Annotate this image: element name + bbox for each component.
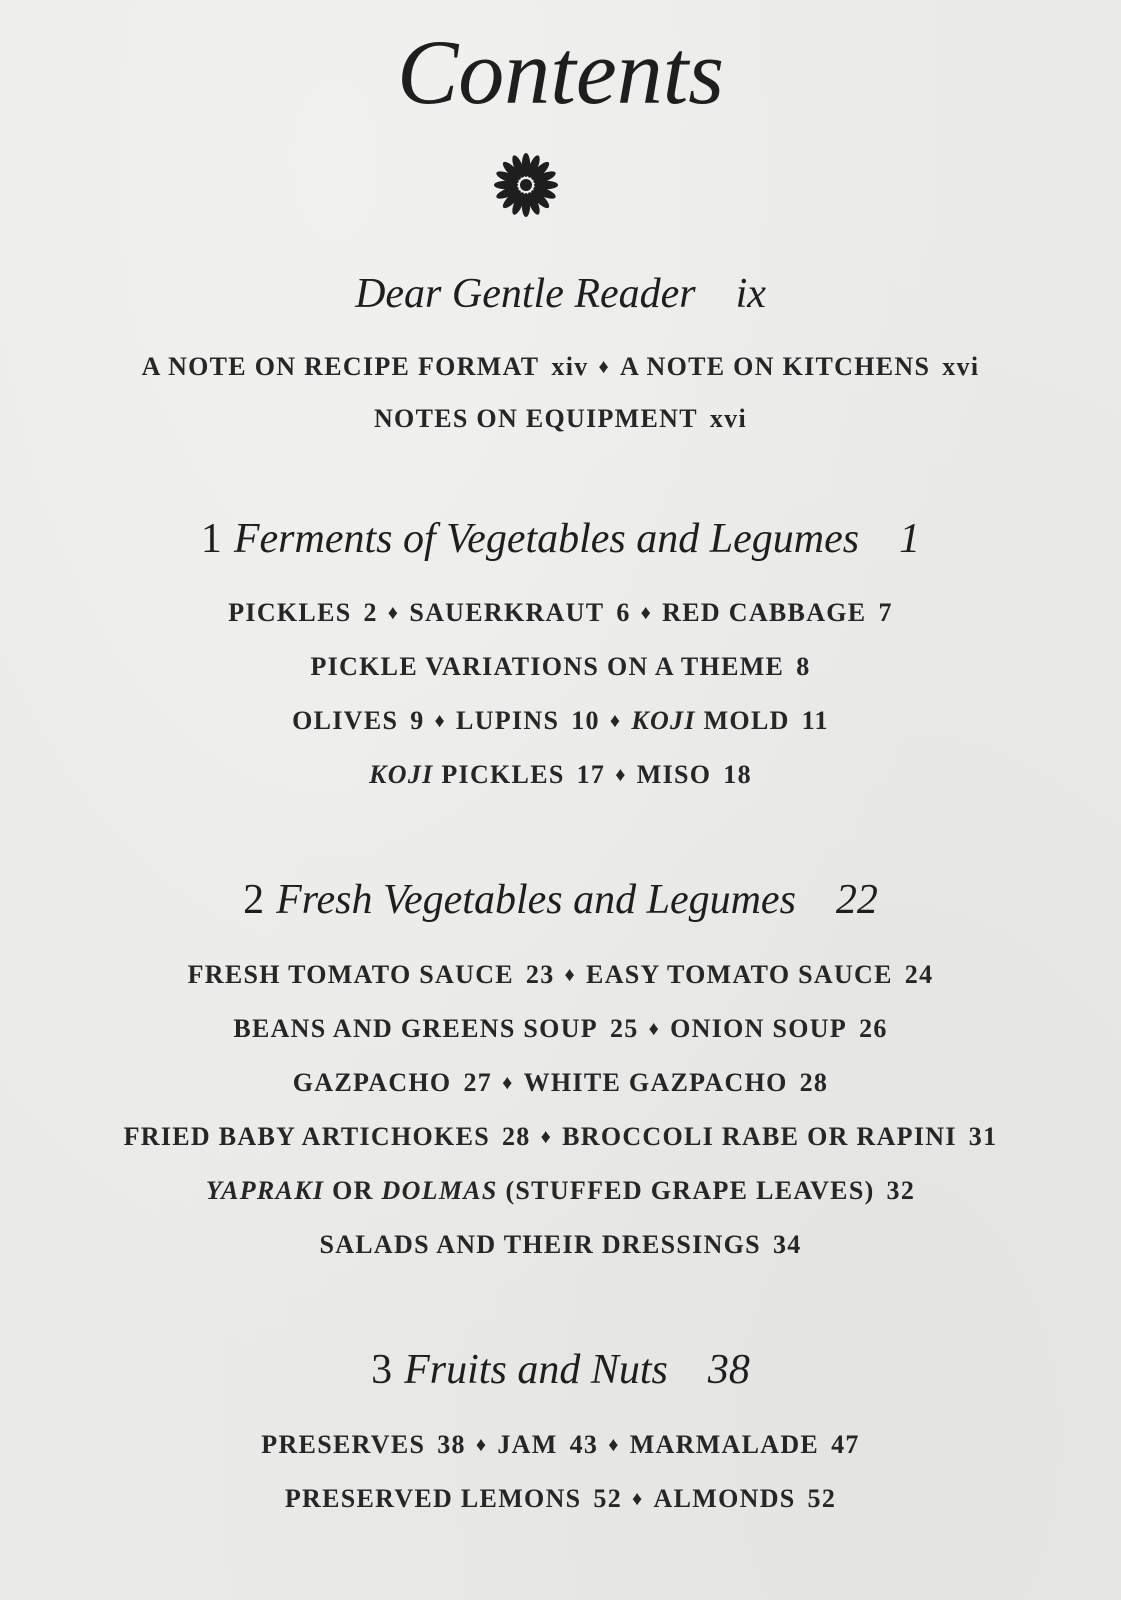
- toc-entry[interactable]: [409, 598, 630, 627]
- toc-entry[interactable]: [620, 352, 979, 381]
- chapter-3-heading[interactable]: [0, 1344, 1121, 1396]
- toc-entry-page: 17: [576, 760, 606, 789]
- toc-entry-label: ONION SOUP: [670, 1014, 848, 1043]
- toc-entry-page: 6: [616, 598, 631, 627]
- toc-entry-label: WHITE GAZPACHO: [523, 1068, 788, 1097]
- toc-entry-page: 8: [796, 652, 811, 681]
- chapter-name: Fresh Vegetables and Legumes: [276, 877, 796, 923]
- toc-entry-label: LUPINS: [456, 706, 560, 735]
- toc-entry[interactable]: [310, 652, 810, 681]
- diamond-separator-icon: ♦: [609, 710, 622, 732]
- toc-entry-label: OR: [332, 1176, 374, 1205]
- toc-entry[interactable]: [524, 1068, 829, 1097]
- chapter-3-line-2: [0, 1482, 1121, 1516]
- toc-entry[interactable]: [654, 1484, 837, 1513]
- intro-line-1: [0, 350, 1121, 384]
- toc-entry-page: 2: [363, 598, 378, 627]
- diamond-separator-icon: ♦: [540, 1126, 553, 1148]
- toc-entry-label: EASY TOMATO SAUCE: [586, 960, 893, 989]
- toc-entry[interactable]: [662, 598, 893, 627]
- toc-entry[interactable]: [285, 1484, 622, 1513]
- toc-entry[interactable]: [188, 960, 555, 989]
- toc-entry-page: 23: [525, 960, 555, 989]
- intro-line-2: [0, 402, 1121, 436]
- toc-entry[interactable]: [292, 706, 424, 735]
- toc-entry-page: 18: [723, 760, 752, 789]
- chapter-number: 1: [200, 516, 222, 562]
- toc-entry[interactable]: [124, 1122, 531, 1151]
- chapter-number: 3: [371, 1347, 393, 1393]
- toc-entry-page: 28: [501, 1122, 531, 1151]
- toc-entry[interactable]: [670, 1014, 888, 1043]
- toc-entry-label: PICKLES: [228, 598, 352, 627]
- diamond-separator-icon: ♦: [475, 1434, 488, 1456]
- toc-entry[interactable]: [456, 706, 600, 735]
- chapter-2-line-5: [0, 1174, 1121, 1208]
- toc-entry-label: MOLD: [703, 706, 790, 735]
- chapter-2-line-4: [0, 1120, 1121, 1154]
- chapter-1-line-2: [0, 650, 1121, 684]
- toc-entry-label: ALMONDS: [653, 1484, 796, 1513]
- toc-entry-page: 52: [593, 1484, 623, 1513]
- toc-entry-page: 32: [886, 1176, 916, 1205]
- toc-entry-label: MISO: [636, 760, 712, 789]
- toc-entry[interactable]: [228, 598, 378, 627]
- diamond-separator-icon: ♦: [564, 964, 577, 986]
- toc-entry-label-italic: KOJI: [369, 760, 434, 789]
- chapter-name: Fruits and Nuts: [404, 1347, 668, 1393]
- toc-entry[interactable]: [206, 1176, 915, 1205]
- chapter-2-heading[interactable]: [0, 874, 1121, 926]
- toc-entry-label: BEANS AND GREENS SOUP: [233, 1014, 598, 1043]
- toc-entry[interactable]: [631, 706, 829, 735]
- toc-entry-page: 52: [807, 1484, 837, 1513]
- toc-entry-label: JAM: [497, 1430, 558, 1459]
- toc-entry-page: xvi: [942, 352, 980, 381]
- toc-entry-label-italic: DOLMAS: [381, 1176, 498, 1205]
- diamond-separator-icon: ♦: [387, 602, 400, 624]
- toc-entry[interactable]: [261, 1430, 466, 1459]
- toc-entry[interactable]: [233, 1014, 638, 1043]
- toc-entry[interactable]: [637, 760, 752, 789]
- toc-entry-label: A NOTE ON KITCHENS: [620, 352, 931, 381]
- diamond-separator-icon: ♦: [598, 356, 611, 378]
- toc-entry-page: 11: [801, 706, 829, 735]
- toc-entry-label: MARMALADE: [629, 1430, 820, 1459]
- toc-entry-label: GAZPACHO: [292, 1068, 452, 1097]
- toc-entry-label: FRIED BABY ARTICHOKES: [123, 1122, 490, 1151]
- toc-entry[interactable]: [142, 352, 589, 381]
- intro-heading-label: Dear Gentle Reader: [355, 271, 696, 317]
- toc-entry[interactable]: [630, 1430, 860, 1459]
- toc-entry-label-italic: YAPRAKI: [205, 1176, 325, 1205]
- chapter-number: 2: [243, 877, 265, 923]
- toc-entry-label: BROCCOLI RABE OR RAPINI: [562, 1122, 957, 1151]
- toc-entry-page: 27: [463, 1068, 493, 1097]
- toc-entry-page: 38: [437, 1430, 466, 1459]
- chapter-page: 38: [707, 1347, 750, 1393]
- toc-entry[interactable]: [586, 960, 933, 989]
- chapter-2-line-3: [0, 1066, 1121, 1100]
- toc-entry-label: SAUERKRAUT: [409, 598, 605, 627]
- toc-entry[interactable]: [562, 1122, 997, 1151]
- toc-entry-page: 25: [609, 1014, 639, 1043]
- chapter-page: 1: [899, 516, 921, 562]
- toc-entry-label: PRESERVED LEMONS: [284, 1484, 582, 1513]
- chapter-1-line-4: [0, 758, 1121, 792]
- toc-entry-page: 9: [410, 706, 425, 735]
- chapter-2-line-6: [0, 1228, 1121, 1262]
- toc-entry-label: FRESH TOMATO SAUCE: [187, 960, 514, 989]
- toc-entry-label: RED CABBAGE: [662, 598, 867, 627]
- diamond-separator-icon: ♦: [648, 1018, 661, 1040]
- chapter-1-line-3: [0, 704, 1121, 738]
- chapter-2-line-2: [0, 1012, 1121, 1046]
- page-title: Contents: [396, 21, 725, 123]
- toc-entry[interactable]: [374, 404, 747, 433]
- diamond-separator-icon: ♦: [632, 1488, 644, 1510]
- toc-entry-page: xiv: [551, 352, 589, 381]
- toc-entry-label: OLIVES: [292, 706, 399, 735]
- toc-entry-page: 24: [904, 960, 934, 989]
- diamond-separator-icon: ♦: [608, 1434, 620, 1456]
- toc-entry-label: A NOTE ON RECIPE FORMAT: [141, 352, 540, 381]
- toc-entry-page: 28: [799, 1068, 829, 1097]
- chapter-page: 22: [835, 877, 878, 923]
- toc-entry-page: 10: [571, 706, 600, 735]
- toc-entry-page: 31: [968, 1122, 998, 1151]
- intro-heading-page: ix: [735, 271, 766, 317]
- toc-entry-label: PICKLES: [441, 760, 565, 789]
- chapter-3-line-1: [0, 1428, 1121, 1462]
- toc-entry[interactable]: [497, 1430, 598, 1459]
- chapter-name: Ferments of Vegetables and Legumes: [233, 516, 860, 562]
- toc-entry-page: 26: [859, 1014, 888, 1043]
- toc-entry-page: 43: [569, 1430, 599, 1459]
- chapter-2-line-1: [0, 958, 1121, 992]
- toc-entry-page: 7: [878, 598, 893, 627]
- toc-entry-page: xvi: [709, 404, 747, 433]
- asterisk-flower-ornament-icon: [491, 150, 561, 220]
- chapter-1-heading[interactable]: [0, 513, 1121, 565]
- toc-entry-label: PRESERVES: [261, 1430, 426, 1459]
- diamond-separator-icon: ♦: [640, 602, 653, 624]
- toc-entry[interactable]: [293, 1068, 492, 1097]
- toc-entry-page: 47: [831, 1430, 860, 1459]
- toc-entry[interactable]: [369, 760, 605, 789]
- toc-entry-label-italic: KOJI: [631, 706, 696, 735]
- diamond-separator-icon: ♦: [502, 1072, 514, 1094]
- toc-entry-label: SALADS AND THEIR DRESSINGS: [319, 1230, 761, 1259]
- diamond-separator-icon: ♦: [434, 710, 447, 732]
- toc-entry-label: (STUFFED GRAPE LEAVES): [505, 1176, 875, 1205]
- intro-heading[interactable]: [0, 268, 1121, 320]
- toc-entry-page: 34: [772, 1230, 802, 1259]
- chapter-1-line-1: [0, 596, 1121, 630]
- toc-entry-label: NOTES ON EQUIPMENT: [373, 404, 698, 433]
- toc-entry[interactable]: [319, 1230, 801, 1259]
- diamond-separator-icon: ♦: [615, 764, 627, 786]
- toc-entry-label: PICKLE VARIATIONS ON A THEME: [310, 652, 785, 681]
